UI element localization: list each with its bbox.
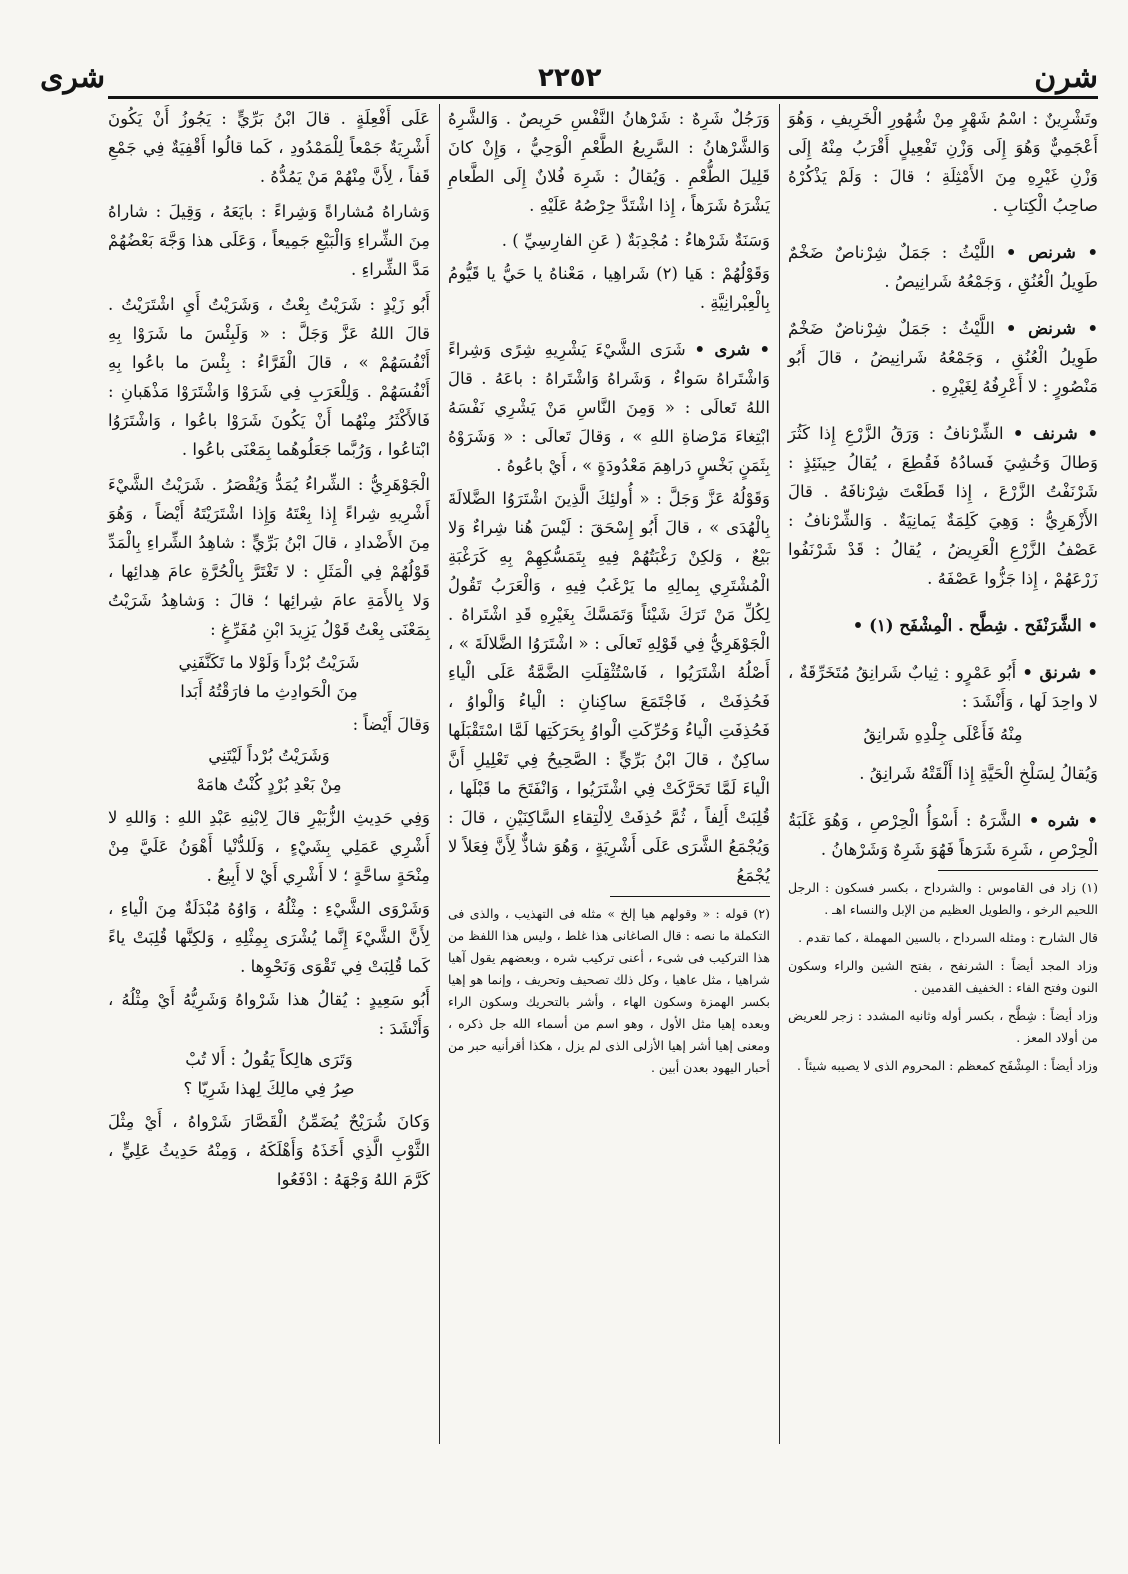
footnote: (١) زاد فى القاموس : والشرداح ، بكسر فسكون : الرجل اللحيم الرخو ، والطويل العظيم من الإبل والنساء اهـ . [788, 880, 1098, 917]
footnote: (٢) قوله : « وقولهم هيا إلخ » مثله فى التهذيب ، والذى فى التكملة ما نصه : قال الصاغانى هذا غلط ، وليس هذا اللفظ من هذا التركيب فى شىء ، أعنى تركيب شره ، وبعضهم يقول آهيا شراهيا ، مثل عاهيا ، وكل ذلك تصحيف وتحريف ، وإنما هو إهيا بكسر الهمزة وسكون الهاء ، وأشر بالتحريك وسكون الراء وبعده إهيا مثل الأول ، وهو اسم من أسماء الله جل ذكره ، ومعنى إهيا أشر إهيا الأزلى الذى لم يزل ، هكذا أقرأنيه حبر من أحبار اليهود بعدن أبين . [448, 906, 770, 1075]
left-column [108, 104, 430, 1444]
header-rule [108, 96, 1098, 99]
paragraph: وَشاراهُ مُشاراةً وَشِراءً : بايَعَهُ ، وَقِيلَ : شاراهُ مِنَ الشِّراءِ وَالْبَيْعِ جَمِيعاً ، وَعَلَى هذا وَجَّهَ بَعْضُهُمْ مَدَّ الشِّراءِ . [108, 202, 430, 279]
right-column [788, 104, 1098, 1444]
entry-text: اللَّيْثُ : جَمَلٌ شِرْناصٌ ضَخْمٌ طَوِيلُ الْعُنُقِ ، وَجَمْعُهُ شَرانِيصُ . [788, 243, 1098, 291]
entry-shra [448, 335, 770, 480]
entry-text: وَيُقالُ لِسَلْخِ الْحَيَّةِ إِذا أَلْقَتْهُ شَرانِقُ . [859, 764, 1098, 783]
entry-shrnf [788, 419, 1098, 593]
header-headword-right: شرن [1034, 60, 1098, 95]
page-number: ٢٢٥٢ [537, 63, 602, 93]
headword: • شرنص • [1005, 243, 1098, 262]
headword: • شرنض • [1005, 319, 1098, 338]
verse-line: وَشَرَيْتُ بُرْداً لَيْتَنِي [208, 746, 330, 765]
column-divider-left [439, 104, 440, 1444]
paragraph: أَبُو زَيْدٍ : شَرَيْتُ بِعْتُ ، وَشَرَيْتُ أَيِ اشْتَرَيْتُ . قالَ اللهُ عَزَّ وَجَلَّ : « وَلَبِئْسَ ما شَرَوْا بِهِ أَنْفُسَهُمْ » ، قالَ الْفَرَّاءُ : بِئْسَ ما باعُوا بِهِ أَنْفُسَهُمْ . وَلِلْعَرَبِ فِي شَرَوْا وَاشْتَرَوْا مَذْهَبانِ : فَالأَكْثَرُ مِنْهُما أَنْ يَكُونَ شَرَوْا باعُوا ، وَاشْتَرَوُا ابْتاعُوا ، وَرُبَّما جَعَلُوهُما بِمَعْنَى باعُوا . [108, 295, 430, 459]
verse-line: شَرَيْتُ بُرْداً وَلَوْلا ما تَكَنَّفَنِي [178, 653, 360, 672]
verse-line: مِنْ بَعْدِ بُرْدٍ كُنْتُ هامَهْ [196, 775, 342, 794]
paragraph: وَشَرْوَى الشَّيْءِ : مِثْلُهُ ، وَاوُهُ مُبْدَلَةٌ مِنَ الْياءِ ، لِأَنَّ الشَّيْءَ إِنَّما يُشْرَى بِمِثْلِهِ ، وَلكِنَّها قُلِبَتْ ياءً كَما قُلِبَتْ فِي تَقْوَى وَنَحْوِها . [108, 899, 430, 976]
footnote-rule [610, 896, 770, 897]
middle-column [448, 104, 770, 1444]
paragraph: أَبُو سَعِيدٍ : يُقالُ هذا شَرْواهُ وَشَرِيُّهُ أَيْ مِثْلُهُ ، وَأَنْشَدَ : [108, 990, 430, 1038]
entry-sharanfah: • الشَّرَنْفَح . شِطَّح . الْمِشْفَح (١) • [852, 616, 1098, 635]
paragraph: وَقَوْلُهُ عَزَّ وَجَلَّ : « أُولئِكَ الَّذِينَ اشْتَرَوُا الضَّلالَةَ بِالْهُدَى » ، قالَ أَبُو إِسْحَقَ : لَيْسَ هُنا شِراءٌ وَلا بَيْعٌ ، وَلكِنْ رَغْبَتُهُمْ فِيهِ بِتَمَسُّكِهِمْ بِهِ كَرَغْبَةِ الْمُشْتَرِي بِمالِهِ ما يَرْغَبُ فِيهِ ، وَالْعَرَبُ تَقُولُ لِكُلِّ مَنْ تَرَكَ شَيْئاً وَتَمَسَّكَ بِغَيْرِهِ قَدِ اشْتَراهُ . الْجَوْهَرِيُّ فِي قَوْلِهِ تَعالَى : « اشْتَرَوُا الضَّلالَةَ » ، أَصْلُهُ اشْتَرَيُوا ، فَاسْتُثْقِلَتِ الضَّمَّةُ عَلَى الْياءِ فَحُذِفَتْ ، فَاجْتَمَعَ ساكِنانِ : الْياءُ وَالْواوُ ، فَحُذِفَتِ الْياءُ وَحُرِّكَتِ الْواوُ بِحَرَكَتِها لَمَّا اسْتَقْبَلَها ساكِنٌ ، قالَ ابْنُ بَرِّيٍّ : الصَّحِيحُ فِي تَعْلِيلِ أَنَّ الْياءَ لَمَّا تَحَرَّكَتْ فِي اشْتَرَيُوا ، وَانْفَتَحَ ما قَبْلَها ، قُلِبَتْ أَلِفاً ، ثُمَّ حُذِفَتْ لِالْتِقاءِ السَّاكِنَيْنِ ، قالَ : وَيُجْمَعُ الشَّرَى عَلَى أَشْرِيَةٍ ، وَهُوَ شاذٌّ لِأَنَّ فِعَلاً لا يُجْمَعُ [448, 489, 770, 885]
verse-line: مِنْهُ فَأَعْلَى جِلْدِهِ شَرانِقُ [863, 725, 1023, 744]
entry-shrns [788, 238, 1098, 296]
footnote-rule [938, 870, 1098, 871]
entry-tashrin: وتَشْرِينٌ : اسْمُ شَهْرٍ مِنْ شُهُورِ الْخَرِيفِ ، وَهُوَ أَعْجَمِيٌّ وَهُوَ إِلَى وَزْنِ تَفْعِيلٍ أَقْرَبُ مِنْهُ إِلَى وَزْنِ غَيْرِهِ مِنَ الأَمْثِلَةِ ؛ قالَ : وَلَمْ يَذْكُرْهُ صاحِبُ الْكِتابِ . [788, 109, 1098, 215]
entry-text: الشَّرَهُ : أَسْوَأُ الْحِرْصِ ، وَهُوَ غَلَبَةُ الْحِرْصِ ، شَرِهَ شَرَهاً فَهُوَ شَرِهٌ وَشَرْهانُ . [788, 811, 1098, 859]
headword: • شرنق • [1022, 663, 1098, 682]
paragraph: وَقَوْلُهُمْ : هَيا (٢) شَراهِيا ، مَعْناهُ يا حَيُّ يا قَيُّومُ بِالْعِبْرانِيَّةِ . [448, 264, 770, 312]
paragraph: الْجَوْهَرِيُّ : الشِّراءُ يُمَدُّ وَيُقْصَرُ . شَرَيْتُ الشَّيْءَ أَشْرِيهِ شِراءً إِذا بِعْتَهُ وَإِذا اشْتَرَيْتَهُ أَيْضاً ، وَهُوَ مِنَ الأَضْدادِ ، قالَ ابْنُ بَرِّيٍّ : شاهِدُ الشِّراءِ بِالْمَدِّ قَوْلُهُمْ فِي الْمَثَلِ : لا تَغْتَرَّ بِالْحُرَّةِ عامَ هِدائِها ، وَلا بِالأَمَةِ عامَ شِرائِها ؛ قالَ : وَشاهِدُ شَرَيْتُ بِمَعْنَى بِعْتُ قَوْلُ يَزِيدَ ابْنِ مُفَرِّغٍ : [108, 475, 430, 639]
headword: • شرى • [694, 340, 770, 359]
entry-text: أَبُو عَمْرٍو : ثِيابٌ شَرانِقُ مُتَخَرِّقَةٌ ، لا واحِدَ لَها ، وَأَنْشَدَ : [788, 663, 1098, 711]
entry-text: اللَّيْثُ : جَمَلٌ شِرْناضٌ ضَخْمٌ طَوِيلُ الْعُنُقِ ، وَجَمْعُهُ شَرانِيضُ ، قالَ أَبُو مَنْصُورٍ : لا أَعْرِفُهُ لِغَيْرِهِ . [788, 319, 1098, 396]
paragraph: عَلَى أَفْعِلَةٍ . قالَ ابْنُ بَرِّيٍّ : يَجُوزُ أَنْ يَكُونَ أَشْرِيَةٌ جَمْعاً لِلْمَمْدُودِ ، كَما قالُوا أَقْفِيَةٌ فِي جَمْعِ قَفاً ، لِأَنَّ مِنْهُمْ مَنْ يَمُدُّهُ . [108, 109, 430, 186]
paragraph: وَفِي حَدِيثِ الزُّبَيْرِ قالَ لِابْنِهِ عَبْدِ اللهِ : وَاللهِ لا أَشْرِي عَمَلِي بِشَيْءٍ ، وَلَلدُّنْيا أَهْوَنُ عَلَيَّ مِنْ مِنْحَةٍ ساحَّةٍ ؛ لا أَشْرِي أَيْ لا أَبِيعُ . [108, 808, 430, 885]
column-divider-right [779, 104, 780, 1444]
footnote: وزاد المجد أيضاً : الشرنفح ، بفتح الشين والراء وسكون النون وفتح الفاء : الخفيف القدمين . [788, 958, 1098, 995]
paragraph: وَسَنَةٌ شَرْهاءُ : مُجْدِبَةٌ ( عَنِ الفارِسِيِّ ) . [501, 231, 770, 250]
entry-text: الشِّرْنافُ : وَرَقُ الزَّرْعِ إِذا كَثُرَ وَطالَ وَخُشِيَ فَسادُهُ فَقُطِعَ ، يُقالُ حِينَئِذٍ : شَرْنَفْتُ الزَّرْعَ ، إِذا قَطَعْتَ شِرْنافَهُ . قالَ الأَزْهَرِيُّ : وَهِيَ كَلِمَةٌ يَمانِيَةٌ . وَالشِّرْنافُ : عَصْفُ الزَّرْعِ الْعَرِيضُ ، يُقالُ : قَدْ شَرْنَفُوا زَرْعَهُمْ ، إِذا جَزُّوا عَصْفَهُ . [788, 424, 1098, 588]
verse-line: وَتَرَى هالِكاً يَقُولُ : أَلا تُبْ [185, 1050, 353, 1069]
headword: • شرنف • [1012, 424, 1098, 443]
paragraph: وَرَجُلٌ شَرِهٌ : شَرْهانُ النَّفْسِ حَرِيصٌ . وَالشَّرِهُ وَالشَّرْهانُ : السَّرِيعُ الطَّعْمِ الْوَحِيُّ ، وَإِنْ كانَ قَلِيلَ الطُّعْمِ . وَيُقالُ : شَرِهَ فُلانٌ إِلَى الطَّعامِ يَشْرَهُ شَرَهاً ، إِذا اشْتَدَّ حِرْصُهُ عَلَيْهِ . [448, 109, 770, 215]
footnote: وزاد أيضاً : شِطَّح ، بكسر أوله وثانيه المشدد : زجر للعريض من أولاد المعز . [788, 1008, 1098, 1045]
verse-line: مِنَ الْحَوادِثِ ما فارَقْتُهُ أَبَدا [180, 682, 358, 701]
entry-text: شَرَى الشَّيْءَ يَشْرِيهِ شِرًى وَشِراءً وَاشْتَراهُ سَواءٌ ، وَشَراهُ وَاشْتَراهُ : باعَهُ . قالَ اللهُ تَعالَى : « وَمِنَ النَّاسِ مَنْ يَشْرِي نَفْسَهُ ابْتِغاءَ مَرْضاةِ اللهِ » ، وَقالَ تَعالَى : « وَشَرَوْهُ بِثَمَنٍ بَخْسٍ دَراهِمَ مَعْدُودَةٍ » ، أَيْ باعُوهُ . [448, 340, 770, 475]
headword: • شره • [1028, 811, 1098, 830]
footnote: قال الشارح : ومثله السرداح ، بالسين المهملة ، كما تقدم . [798, 930, 1098, 945]
entry-shrh [788, 806, 1098, 864]
page-header [40, 56, 1098, 100]
verse-line: صِرُ فِي مالِكَ لِهذا شَرِيّا ؟ [183, 1079, 355, 1098]
paragraph: وَقالَ أَيْضاً : [352, 715, 430, 734]
entry-shrnq [788, 658, 1098, 716]
paragraph: وَكانَ شُرَيْحٌ يُضَمِّنُ الْقَصَّارَ شَرْواهُ ، أَيْ مِثْلَ الثَّوْبِ الَّذِي أَخَذَهُ وَأَهْلَكَهُ ، وَمِنْهُ حَدِيثُ عَلِيٍّ ، كَرَّمَ اللهُ وَجْهَهُ : ادْفَعُوا [108, 1112, 430, 1189]
header-headword-left: شرى [40, 60, 106, 95]
entry-shrnd [788, 314, 1098, 401]
footnote: وزاد أيضاً : المِشْفَح كمعظم : المحروم الذى لا يصيبه شيئاً . [796, 1058, 1098, 1073]
